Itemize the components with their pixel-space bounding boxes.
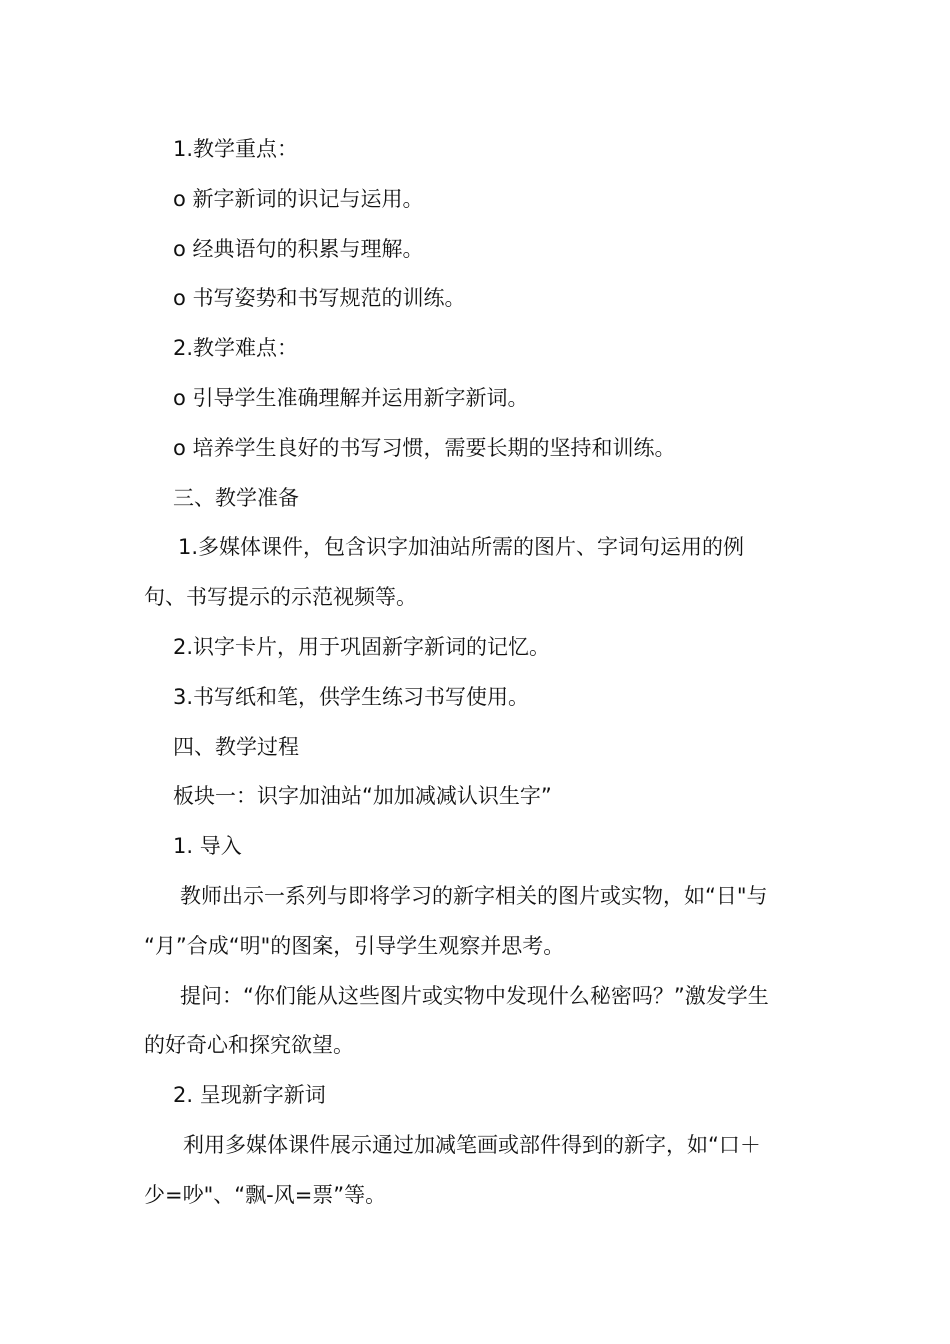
paragraph-line: 提问：“你们能从这些图片或实物中发现什么秘密吗？”激发学生 (180, 983, 769, 1008)
list-item: o 书写姿势和书写规范的训练。 (173, 286, 466, 311)
paragraph-line: 利用多媒体课件展示通过加减笔画或部件得到的新字，如“口＋ (183, 1132, 761, 1157)
section-heading-preparation: 三、教学准备 (173, 485, 299, 510)
paragraph-line: 少=吵"、“飘-风=票”等。 (144, 1182, 387, 1207)
paragraph-line: 教师出示一系列与即将学习的新字相关的图片或实物，如“日"与 (180, 883, 768, 908)
list-item: o 经典语句的积累与理解。 (173, 236, 424, 261)
paragraph-line: 3.书写纸和笔，供学生练习书写使用。 (173, 684, 530, 709)
section-heading-process: 四、教学过程 (173, 734, 299, 759)
list-item: o 引导学生准确理解并运用新字新词。 (173, 385, 529, 410)
paragraph-line: 句、书写提示的示范视频等。 (144, 585, 417, 610)
step-heading: 1. 导入 (173, 834, 242, 859)
subsection-heading: 板块一：识字加油站“加加减减认识生字” (173, 784, 552, 809)
step-heading: 2. 呈现新字新词 (173, 1083, 326, 1108)
document-page (144, 125, 808, 1221)
heading-teaching-difficulty: 2.教学难点： (173, 336, 299, 361)
paragraph-line: 1.多媒体课件，包含识字加油站所需的图片、字词句运用的例 (178, 535, 745, 560)
list-item: o 新字新词的识记与运用。 (173, 186, 424, 211)
paragraph-line: 2.识字卡片，用于巩固新字新词的记忆。 (173, 634, 551, 659)
list-item: o 培养学生良好的书写习惯，需要长期的坚持和训练。 (173, 435, 676, 460)
paragraph-line: “月”合成“明"的图案，引导学生观察并思考。 (144, 933, 565, 958)
paragraph-line: 的好奇心和探究欲望。 (144, 1033, 354, 1058)
heading-teaching-focus: 1.教学重点： (173, 137, 299, 161)
